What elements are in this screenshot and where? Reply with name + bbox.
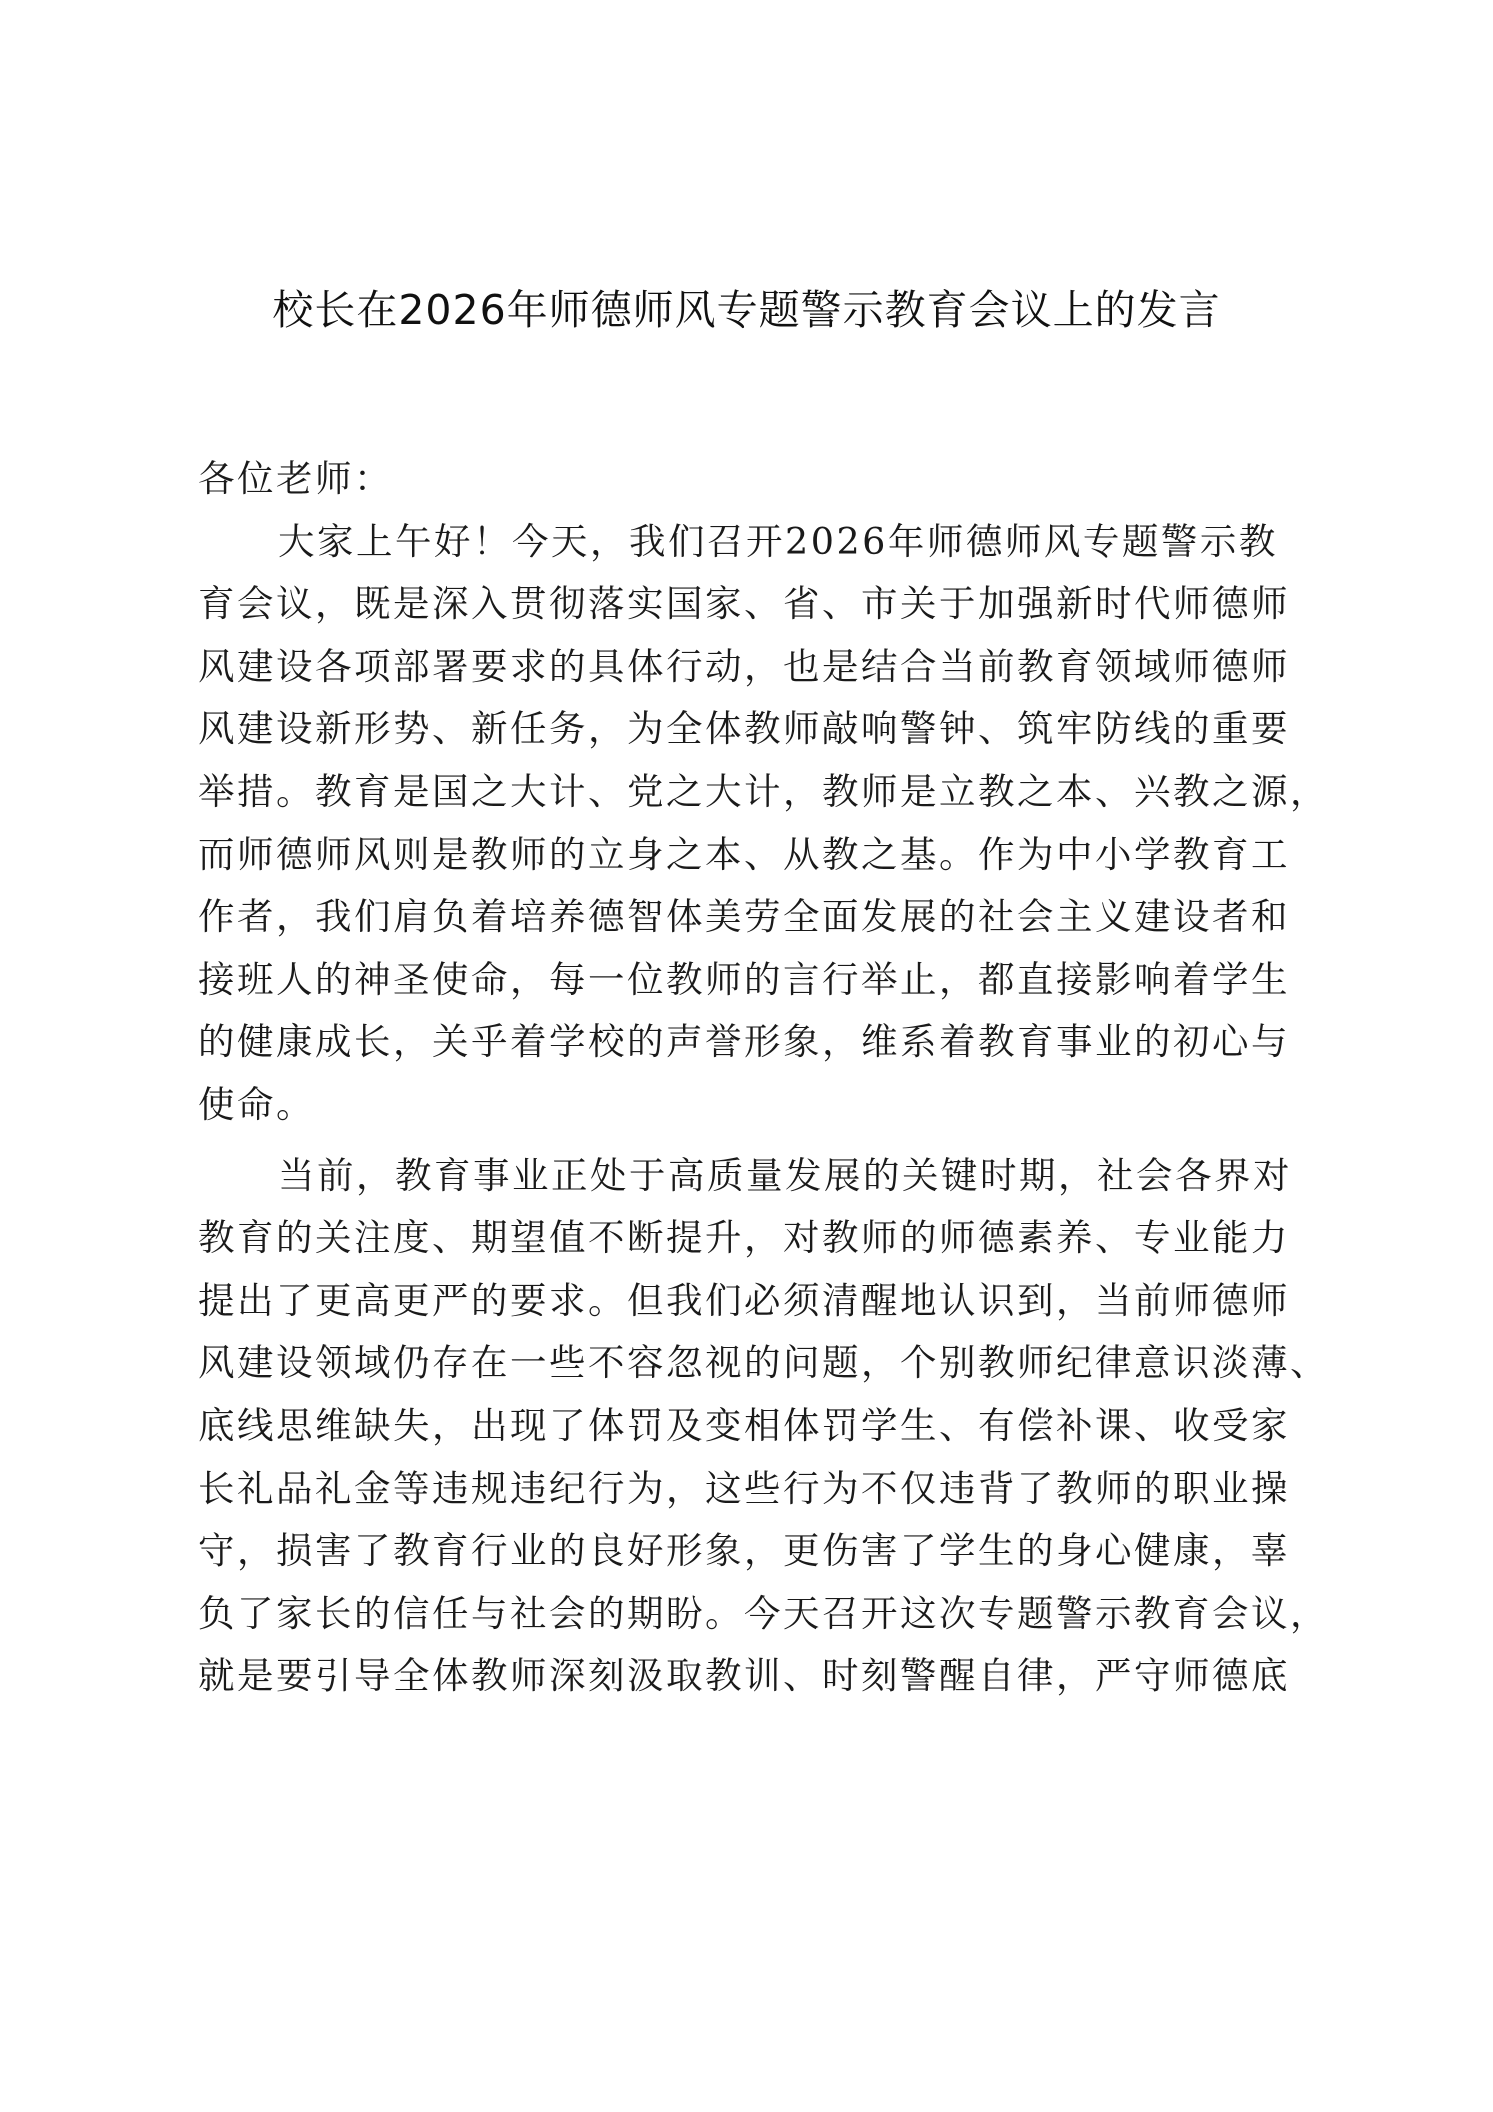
paragraph-line: 提出了更高更严的要求。但我们必须清醒地认识到，当前师德师 [198,1278,1290,1322]
paragraph-line: 就是要引导全体教师深刻汲取教训、时刻警醒自律，严守师德底 [198,1654,1290,1698]
paragraph-line: 风建设新形势、新任务，为全体教师敲响警钟、筑牢防线的重要 [198,707,1290,751]
paragraph-1 [198,511,1330,1137]
paragraph-line: 风建设各项部署要求的具体行动，也是结合当前教育领域师德师 [198,644,1290,688]
document-title: 校长在2026年师德师风专题警示教育会议上的发言 [272,286,1221,334]
salutation: 各位老师： [198,457,393,500]
paragraph-line: 作者，我们肩负着培养德智体美劳全面发展的社会主义建设者和 [198,895,1290,939]
paragraph-line: 而师德师风则是教师的立身之本、从教之基。作为中小学教育工 [198,832,1290,876]
paragraph-line: 教育的关注度、期望值不断提升，对教师的师德素养、专业能力 [198,1216,1290,1260]
paragraph-line: 底线思维缺失，出现了体罚及变相体罚学生、有偿补课、收受家 [198,1403,1290,1447]
paragraph-line: 守，损害了教育行业的良好形象，更伤害了学生的身心健康，辜 [198,1529,1290,1573]
paragraph-line: 举措。教育是国之大计、党之大计，教师是立教之本、兴教之源， [198,769,1329,813]
paragraph-2 [198,1145,1330,1708]
paragraph-line: 使命。 [198,1082,315,1126]
paragraph-line: 接班人的神圣使命，每一位教师的言行举止，都直接影响着学生 [198,957,1290,1001]
paragraph-line: 的健康成长，关乎着学校的声誉形象，维系着教育事业的初心与 [198,1020,1290,1064]
paragraph-line: 大家上午好！今天，我们召开2026年师德师风专题警示教 [278,519,1278,563]
paragraph-line: 风建设领域仍存在一些不容忽视的问题，个别教师纪律意识淡薄、 [198,1341,1329,1385]
document-body [198,448,1330,1708]
paragraph-line: 长礼品礼金等违规违纪行为，这些行为不仅违背了教师的职业操 [198,1466,1290,1510]
paragraph-line: 育会议，既是深入贯彻落实国家、省、市关于加强新时代师德师 [198,582,1290,626]
paragraph-line: 负了家长的信任与社会的期盼。今天召开这次专题警示教育会议， [198,1591,1329,1635]
paragraph-line: 当前，教育事业正处于高质量发展的关键时期，社会各界对 [278,1153,1292,1197]
paragraph-spacer [198,1137,1330,1145]
